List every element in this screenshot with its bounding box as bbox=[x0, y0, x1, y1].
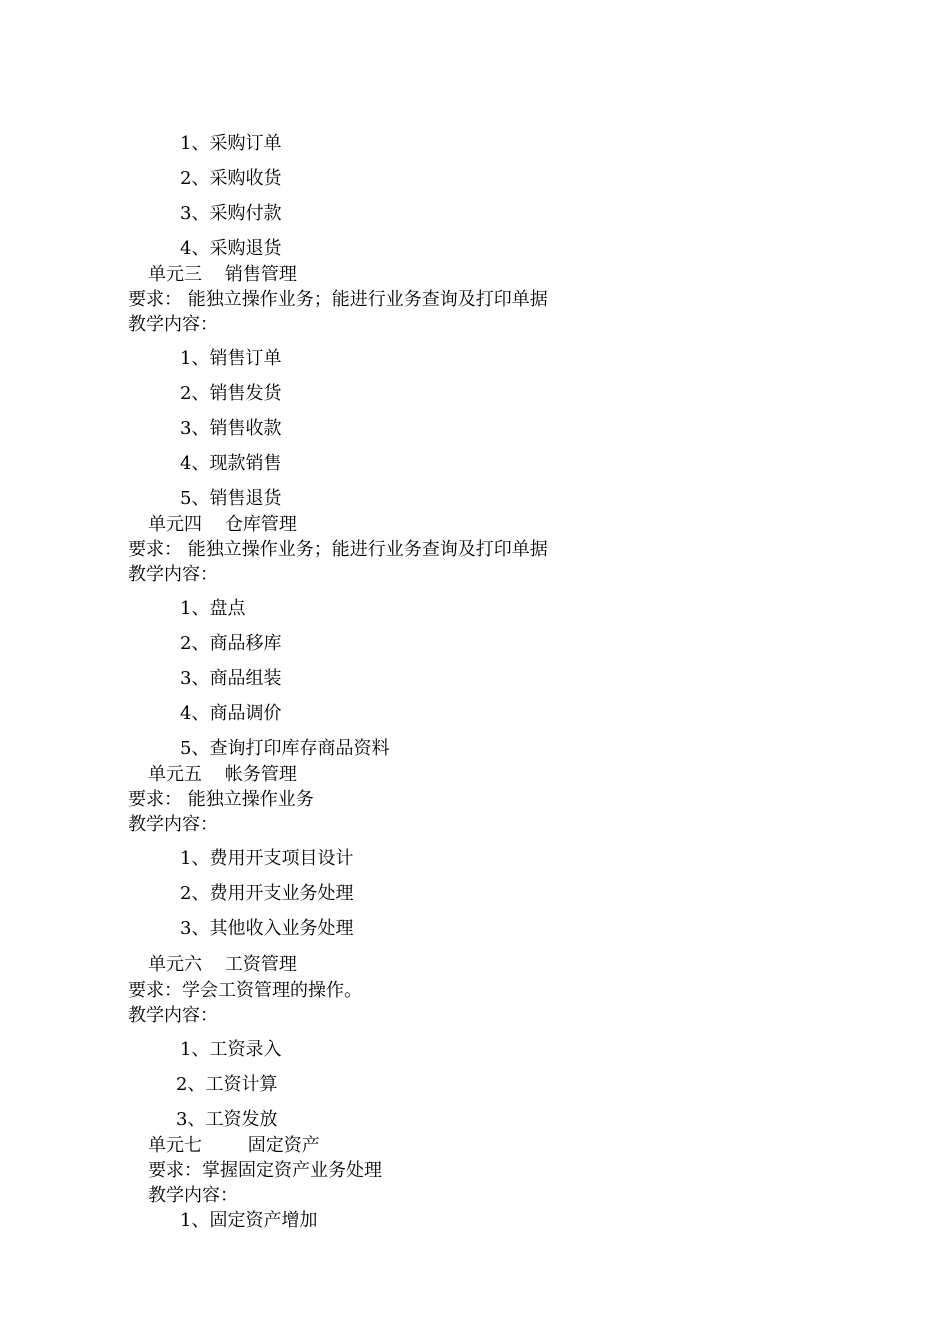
unit-title: 单元三 销售管理 bbox=[148, 264, 297, 285]
list-item: 2、销售发货 bbox=[180, 383, 282, 404]
list-item: 3、工资发放 bbox=[176, 1109, 278, 1130]
unit-title: 单元五 帐务管理 bbox=[148, 764, 297, 785]
unit-title: 单元四 仓库管理 bbox=[148, 514, 297, 535]
list-item: 1、盘点 bbox=[180, 598, 246, 619]
requirement-text: 要求： 能独立操作业务 bbox=[128, 789, 314, 810]
list-item: 5、销售退货 bbox=[180, 488, 282, 509]
list-item: 3、采购付款 bbox=[180, 203, 282, 224]
requirement-text: 要求： 能独立操作业务；能进行业务查询及打印单据 bbox=[128, 539, 548, 560]
content-label: 教学内容： bbox=[128, 314, 218, 335]
list-item: 4、采购退货 bbox=[180, 238, 282, 259]
content-label: 教学内容： bbox=[128, 564, 218, 585]
list-item: 1、费用开支项目设计 bbox=[180, 848, 354, 869]
list-item: 1、工资录入 bbox=[180, 1039, 282, 1060]
content-label: 教学内容： bbox=[128, 814, 218, 835]
list-item: 3、其他收入业务处理 bbox=[180, 918, 354, 939]
unit-title: 单元七 固定资产 bbox=[148, 1135, 320, 1156]
list-item: 2、商品移库 bbox=[180, 633, 282, 654]
list-item: 5、查询打印库存商品资料 bbox=[180, 738, 390, 759]
unit-title: 单元六 工资管理 bbox=[148, 954, 297, 975]
list-item: 1、采购订单 bbox=[180, 133, 282, 154]
list-item: 2、采购收货 bbox=[180, 168, 282, 189]
requirement-text: 要求：学会工资管理的操作。 bbox=[128, 980, 362, 1001]
list-item: 2、费用开支业务处理 bbox=[180, 883, 354, 904]
list-item: 3、销售收款 bbox=[180, 418, 282, 439]
list-item: 4、商品调价 bbox=[180, 703, 282, 724]
list-item: 3、商品组装 bbox=[180, 668, 282, 689]
requirement-text: 要求： 能独立操作业务；能进行业务查询及打印单据 bbox=[128, 289, 548, 310]
list-item: 1、销售订单 bbox=[180, 348, 282, 369]
requirement-text: 要求：掌握固定资产业务处理 bbox=[148, 1160, 382, 1181]
content-label: 教学内容： bbox=[148, 1185, 238, 1206]
list-item: 4、现款销售 bbox=[180, 453, 282, 474]
list-item: 1、固定资产增加 bbox=[180, 1210, 318, 1231]
content-label: 教学内容： bbox=[128, 1005, 218, 1026]
list-item: 2、工资计算 bbox=[176, 1074, 278, 1095]
